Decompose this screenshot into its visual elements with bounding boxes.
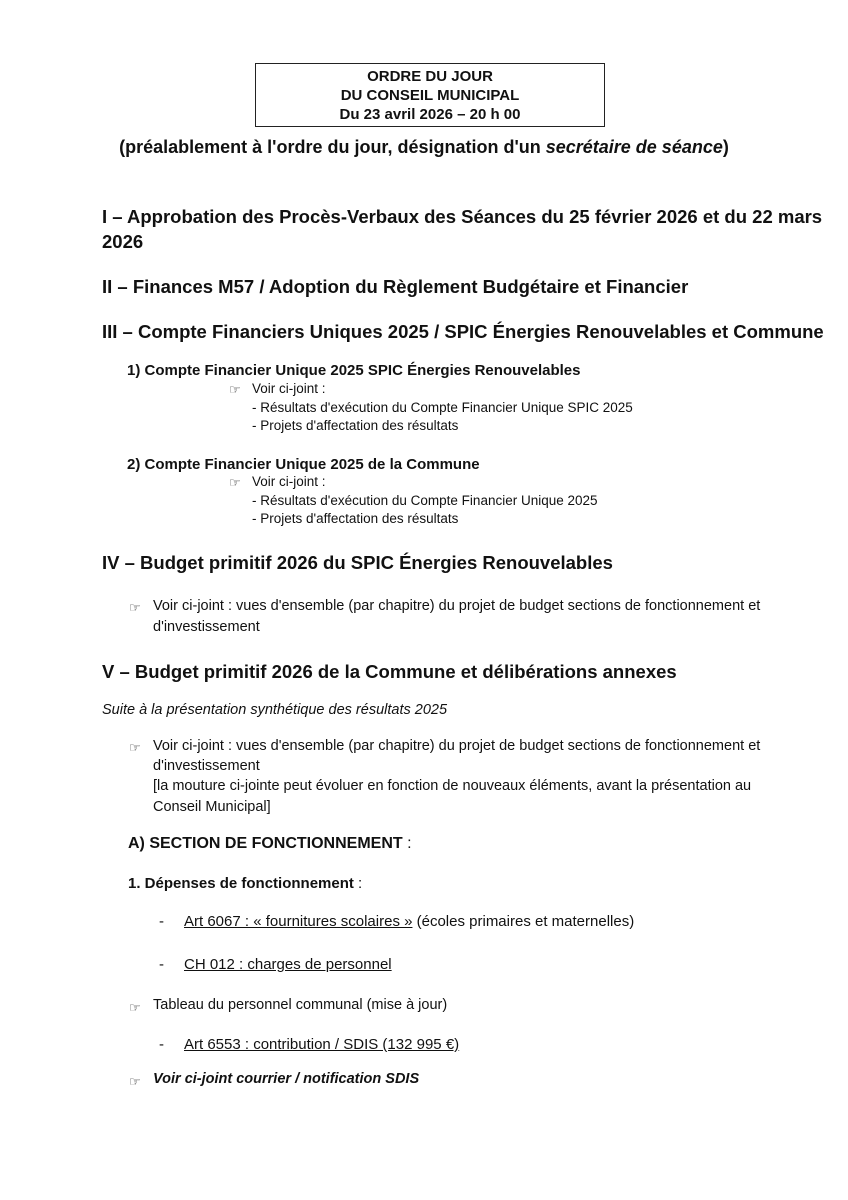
section-3-sub-1-line-2: - Projets d'affectation des résultats [252,418,459,433]
section-3-sub-2-voir: Voir ci-joint : [252,474,326,489]
section-1-title-line-1: I – Approbation des Procès-Verbaux des Séances du 25 février 2026 et du 22 mars [102,206,823,227]
section-3-sub-2-line-1: - Résultats d'exécution du Compte Financier Unique 2025 [252,493,598,508]
ch-012-line: CH 012 : charges de personnel [184,956,392,973]
section-3-sub-1-title: 1) Compte Financier Unique 2025 SPIC Énergies Renouvelables [127,362,581,379]
preamble-italic: secrétaire de séance [545,137,723,157]
title-line-1: ORDRE DU JOUR [367,68,493,85]
depenses-label: 1. Dépenses de fonctionnement [128,875,354,892]
section-3-sub-1-voir: Voir ci-joint : [252,381,326,396]
dash-marker: - [159,956,164,973]
pointing-hand-icon: ☞ [129,1074,141,1089]
tableau-personnel-line: Tableau du personnel communal (mise à jour) [153,997,448,1013]
title-line-3: Du 23 avril 2026 – 20 h 00 [339,106,521,123]
section-3-title: III – Compte Financiers Uniques 2025 / SPIC Énergies Renouvelables et Commune [102,321,824,342]
pointing-hand-icon: ☞ [229,382,241,397]
section-a-suffix: : [402,835,412,852]
section-5-line-1: Voir ci-joint : vues d'ensemble (par chapitre) du projet de budget sections de fonctionnement et [153,738,761,754]
section-4-line-1: Voir ci-joint : vues d'ensemble (par chapitre) du projet de budget sections de fonctionnement et [153,598,761,614]
section-a-heading [128,835,412,853]
depenses-heading [128,875,362,892]
pointing-hand-icon: ☞ [129,600,141,615]
section-2-title: II – Finances M57 / Adoption du Règlement Budgétaire et Financier [102,276,689,297]
title-line-2: DU CONSEIL MUNICIPAL [340,87,520,104]
section-5-line-4: Conseil Municipal] [153,799,271,815]
depenses-suffix: : [353,875,363,892]
dash-marker: - [159,913,164,930]
art-6067-underlined: Art 6067 : « fournitures scolaires » [184,913,413,930]
pointing-hand-icon: ☞ [229,475,241,490]
section-5-line-3: [la mouture ci-jointe peut évoluer en fonction de nouveaux éléments, avant la présentation au [153,778,752,794]
dash-marker: - [159,1036,164,1053]
section-5-intro: Suite à la présentation synthétique des résultats 2025 [102,702,448,718]
section-5-title: V – Budget primitif 2026 de la Commune et délibérations annexes [102,661,677,682]
pointing-hand-icon: ☞ [129,1000,141,1015]
section-3-sub-2-line-2: - Projets d'affectation des résultats [252,511,459,526]
art-6067-line [184,913,634,930]
section-1-title-line-2: 2026 [102,231,144,252]
section-4-title: IV – Budget primitif 2026 du SPIC Énergies Renouvelables [102,552,613,573]
section-3-sub-2-title: 2) Compte Financier Unique 2025 de la Commune [127,456,480,473]
courrier-sdis-line: Voir ci-joint courrier / notification SDIS [153,1071,420,1087]
preamble [0,137,848,158]
pointing-hand-icon: ☞ [129,740,141,755]
title-box [255,63,605,127]
preamble-after: ) [722,137,729,157]
section-4-line-2: d'investissement [153,619,260,635]
art-6553-line: Art 6553 : contribution / SDIS (132 995 €) [184,1036,460,1053]
section-a-label: A) SECTION DE FONCTIONNEMENT [128,835,403,852]
section-3-sub-1-line-1: - Résultats d'exécution du Compte Financier Unique SPIC 2025 [252,400,633,415]
preamble-before: (préalablement à l'ordre du jour, désignation d'un [119,137,546,157]
art-6067-rest: (écoles primaires et maternelles) [412,913,635,930]
section-5-line-2: d'investissement [153,758,260,774]
